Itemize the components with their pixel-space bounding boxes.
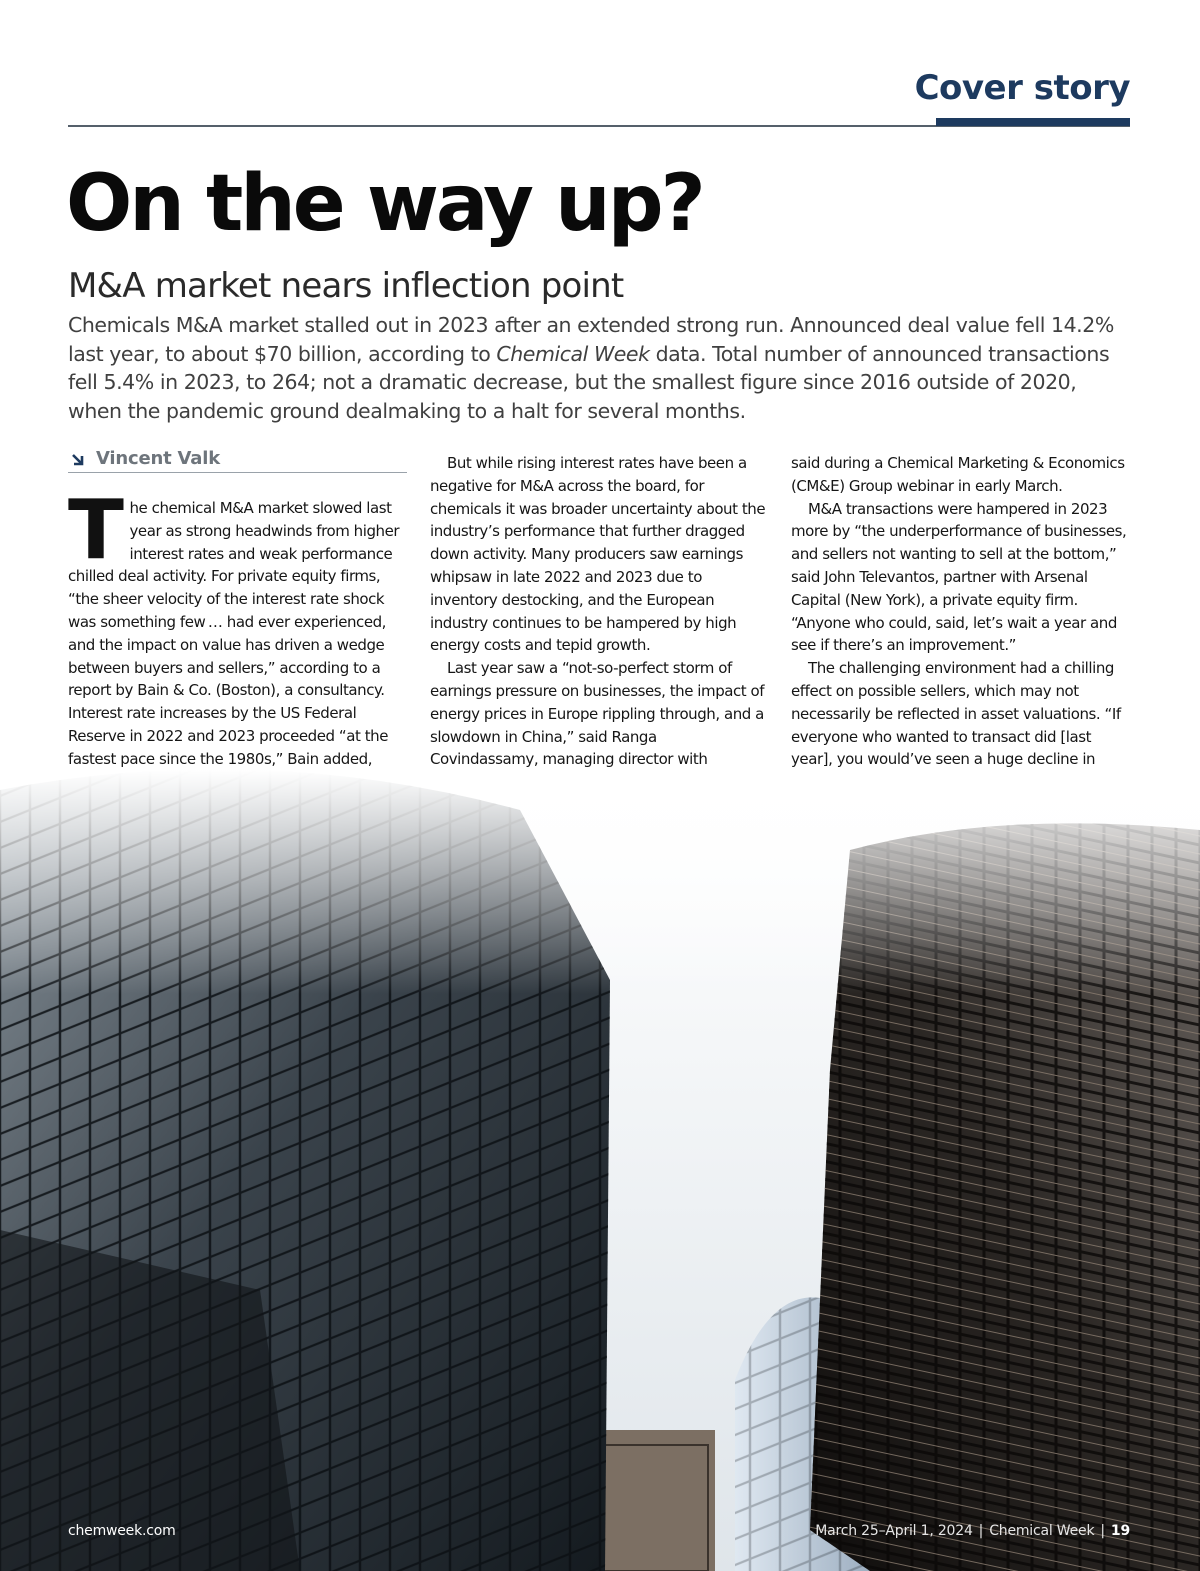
section-label: Cover story	[914, 68, 1130, 108]
deck	[68, 311, 1132, 425]
arrow-down-right-icon	[68, 449, 88, 469]
paragraph: said during a Chemical Marketing & Economics (CM&E) Group webinar in early March.	[791, 454, 1125, 495]
deck-text-end: data. Total number of announced transactions fell 5.4% in 2023, to 264; not a dramatic decrease, but the smallest figure since 2016 outside of 2020, when the pandemic ground dealmaking to a halt for several months.	[68, 341, 1110, 423]
page-number: 19	[1110, 1523, 1130, 1539]
paragraph	[68, 483, 406, 793]
body-column-1	[68, 483, 406, 793]
cover-photo	[0, 770, 1200, 1571]
skyscrapers-image	[0, 770, 1200, 1571]
footer-separator: |	[1100, 1523, 1105, 1539]
deck-text-start: Chemicals M&A market stalled out in 2023 after an extended strong run. Announced deal value fell 14.2% last year, to about $70 billion, according to	[68, 313, 1114, 366]
deck-publication: Chemical Week	[496, 341, 650, 366]
header-rule-accent	[936, 118, 1130, 126]
body-column-3	[791, 452, 1133, 794]
footer-website: chemweek.com	[68, 1523, 176, 1539]
paragraph: Last year saw a “not-so-perfect storm of earnings pressure on businesses, the impact of energy prices in Europe rippling through, and a slowdown in China,” said Ranga Covindassamy, managing director with	[430, 659, 765, 769]
footer-issue-info	[815, 1523, 1130, 1539]
paragraph: M&A transactions were hampered in 2023 more by “the underperformance of businesses, and sellers not wanting to sell at the bottom,” said John Televantos, partner with Arsenal Capital (New York), a private equity firm. “Anyone who could, said, let’s wait a year and see if there’s an improvement.”	[791, 499, 1127, 655]
subhead: M&A market nears inflection point	[68, 266, 624, 306]
body-column-2	[430, 452, 768, 794]
paragraph: The challenging environment had a chilling effect on possible sellers, which may not necessarily be reflected in asset valuations. “If everyone who wanted to transact did [last year], you would’ve seen a huge decline in	[791, 659, 1121, 769]
paragraph-text: he chemical M&A market slowed last year as strong headwinds from higher interest rates and weak performance chilled deal activity. For private equity firms, “the sheer velocity of the interest rate shock was something few … had ever experienced, and the impact on value has driven a wedge between buyers and sellers,” according to a report by Bain & Co. (Boston), a consultancy. Interest rate increases by the US Federal Reserve in 2022 and 2023 proceeded “at the fastest pace since the 1980s,” Bain added,	[68, 499, 400, 768]
headline: On the way up?	[66, 159, 703, 249]
paragraph: But while rising interest rates have been a negative for M&A across the board, for chemicals it was broader uncertainty about the industry’s performance that further dragged down activity. Many producers saw earnings whipsaw in late 2022 and 2023 due to inventory destocking, and the European industry continues to be hampered by high energy costs and tepid growth.	[430, 454, 766, 655]
publication-name: Chemical Week	[989, 1523, 1095, 1539]
drop-cap: T	[68, 483, 124, 578]
footer-separator: |	[978, 1523, 984, 1539]
issue-date: March 25–April 1, 2024	[815, 1523, 973, 1539]
byline	[68, 448, 407, 473]
author-name: Vincent Valk	[96, 448, 220, 469]
